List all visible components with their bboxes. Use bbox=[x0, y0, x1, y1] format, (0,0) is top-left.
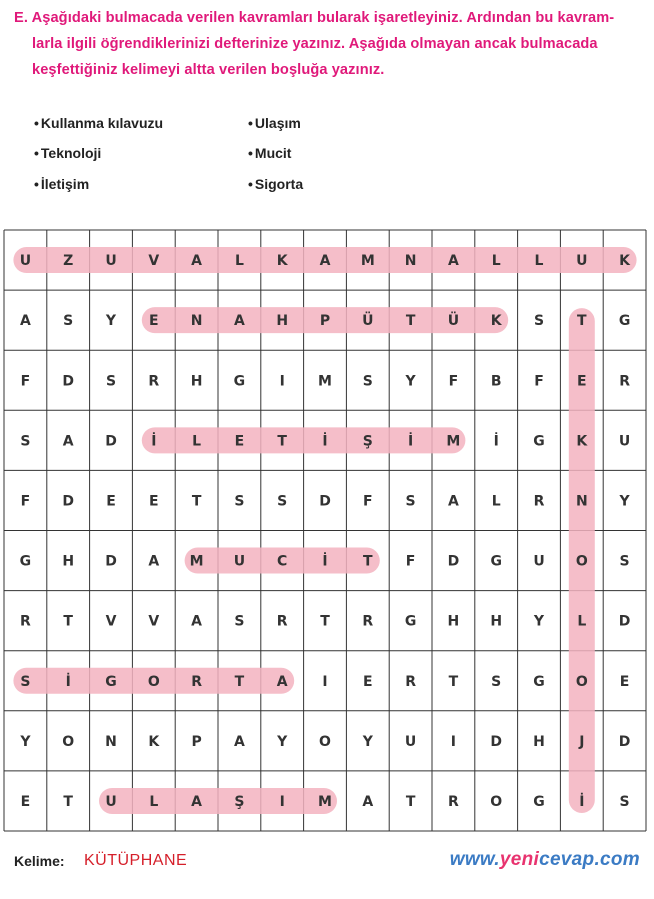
site-watermark bbox=[450, 849, 640, 871]
grid-letter: F bbox=[534, 373, 544, 390]
grid-letter: S bbox=[533, 313, 545, 330]
grid-letter: A bbox=[19, 313, 31, 330]
grid-letter: A bbox=[191, 613, 203, 630]
grid-letter: T bbox=[63, 613, 73, 630]
grid-letter: İ bbox=[407, 433, 414, 450]
grid-letter: R bbox=[533, 493, 545, 510]
instruction-line-1: E. Aşağıdaki bulmacada verilen kavramları bularak işaretleyiniz. Ardından bu kavram- bbox=[14, 10, 615, 26]
grid-letter: Ü bbox=[447, 313, 460, 330]
grid-letter: E bbox=[577, 373, 587, 390]
grid-letter: F bbox=[20, 373, 31, 390]
grid-letter: O bbox=[490, 793, 503, 810]
grid-letter: I bbox=[279, 373, 285, 390]
grid-letter: Y bbox=[105, 313, 117, 330]
grid-letter: G bbox=[618, 313, 631, 330]
grid-letter: S bbox=[234, 613, 245, 630]
grid-letter: F bbox=[20, 493, 31, 510]
grid-letter: İ bbox=[151, 433, 157, 450]
term-item: • Mucit bbox=[248, 145, 291, 161]
grid-letter: S bbox=[63, 313, 74, 330]
grid-letter: K bbox=[619, 253, 631, 270]
grid-letter: I bbox=[450, 733, 457, 750]
term-item: • Sigorta bbox=[248, 176, 303, 192]
grid-letter: A bbox=[62, 433, 74, 450]
grid-letter: S bbox=[20, 433, 31, 450]
grid-letter: T bbox=[363, 553, 373, 570]
grid-letter: G bbox=[404, 613, 417, 630]
grid-letter: H bbox=[447, 613, 460, 630]
grid-letter: İ bbox=[65, 673, 71, 690]
grid-letter: S bbox=[234, 493, 245, 510]
grid-letter: U bbox=[105, 253, 117, 270]
grid-letter: S bbox=[491, 673, 502, 690]
grid-letter: H bbox=[190, 373, 203, 390]
grid-letter: A bbox=[148, 553, 160, 570]
grid-letter: D bbox=[105, 553, 117, 570]
grid-letter: N bbox=[190, 313, 203, 330]
grid-letter: J bbox=[579, 733, 585, 750]
term-item: • Ulaşım bbox=[248, 115, 301, 131]
grid-letter: V bbox=[148, 253, 160, 270]
grid-letter: F bbox=[363, 493, 373, 510]
grid-letter: İ bbox=[493, 433, 499, 450]
grid-letter: S bbox=[362, 373, 373, 390]
grid-letter: T bbox=[405, 313, 416, 330]
grid-letter: S bbox=[619, 793, 630, 810]
grid-letter: D bbox=[490, 733, 503, 750]
grid-letter: U bbox=[404, 733, 417, 750]
grid-letter: T bbox=[577, 313, 587, 330]
grid-letter: I bbox=[279, 793, 285, 810]
watermark-part: .com bbox=[594, 849, 640, 870]
grid-letter: L bbox=[534, 253, 544, 270]
grid-letter: R bbox=[148, 373, 160, 390]
grid-letter: Y bbox=[277, 733, 288, 750]
grid-letter: A bbox=[362, 793, 374, 810]
grid-letter: O bbox=[575, 553, 588, 570]
grid-letter: R bbox=[20, 613, 31, 630]
grid-letter: F bbox=[448, 373, 459, 390]
watermark-part: cevap bbox=[539, 849, 595, 870]
grid-letter: T bbox=[448, 673, 459, 690]
grid-letter: E bbox=[149, 313, 159, 330]
grid-letter: Y bbox=[619, 493, 630, 510]
grid-letter: U bbox=[19, 253, 32, 270]
grid-letter: O bbox=[62, 733, 75, 750]
grid-letter: L bbox=[491, 493, 501, 510]
grid-letter: Ş bbox=[234, 793, 245, 810]
grid-letter: U bbox=[533, 553, 545, 570]
grid-letter: H bbox=[533, 733, 545, 750]
grid-letter: R bbox=[362, 613, 374, 630]
grid-letter: R bbox=[405, 673, 416, 690]
word-highlight bbox=[142, 427, 466, 453]
grid-letter: D bbox=[618, 613, 631, 630]
grid-letter: Y bbox=[405, 373, 416, 390]
grid-letter: U bbox=[105, 793, 117, 810]
grid-letter: T bbox=[234, 673, 245, 690]
grid-letter: E bbox=[106, 493, 116, 510]
grid-letter: N bbox=[404, 253, 417, 270]
grid-letter: Ş bbox=[362, 433, 373, 450]
grid-letter: K bbox=[148, 733, 160, 750]
instruction-line-3: keşfettiğiniz kelimeyi altta verilen boşluğa yazınız. bbox=[32, 62, 385, 78]
grid-letter: K bbox=[276, 253, 288, 270]
grid-letter: E bbox=[20, 793, 31, 810]
answer-label: Kelime: bbox=[14, 853, 65, 869]
grid-letter: M bbox=[318, 793, 332, 810]
grid-letter: G bbox=[533, 793, 545, 810]
grid-letter: N bbox=[105, 733, 117, 750]
grid-letter: T bbox=[191, 493, 202, 510]
grid-letter: İ bbox=[322, 553, 328, 570]
grid-letter: M bbox=[446, 433, 461, 450]
grid-letter: S bbox=[405, 493, 416, 510]
word-highlight bbox=[99, 788, 337, 814]
grid-letter: G bbox=[533, 433, 545, 450]
grid-letter: K bbox=[490, 313, 502, 330]
grid-letter: E bbox=[619, 673, 630, 690]
grid-letter: G bbox=[105, 673, 117, 690]
grid-letter: B bbox=[490, 373, 502, 390]
grid-letter: H bbox=[62, 553, 75, 570]
term-item: • Kullanma kılavuzu bbox=[34, 115, 163, 131]
watermark-part: www. bbox=[449, 849, 500, 870]
grid-letter: D bbox=[447, 553, 460, 570]
grid-letter: U bbox=[618, 433, 631, 450]
grid-letter: U bbox=[233, 553, 246, 570]
grid-letters bbox=[19, 253, 631, 810]
grid-letter: Y bbox=[20, 733, 31, 750]
term-item: • İletişim bbox=[34, 176, 89, 192]
grid-letter: Y bbox=[362, 733, 373, 750]
grid-letter: I bbox=[322, 673, 328, 690]
grid-letter: M bbox=[318, 373, 332, 390]
grid-letter: Z bbox=[63, 253, 74, 270]
watermark-part: yeni bbox=[499, 849, 540, 870]
grid-letter: A bbox=[191, 793, 203, 810]
grid-letter: G bbox=[533, 673, 545, 690]
grid-letter: P bbox=[319, 313, 331, 330]
grid-letter: S bbox=[277, 493, 288, 510]
grid-letter: G bbox=[19, 553, 32, 570]
grid-letter: A bbox=[276, 673, 288, 690]
grid-letter: A bbox=[447, 253, 459, 270]
grid-letter: T bbox=[277, 433, 287, 450]
grid-letter: M bbox=[189, 553, 204, 570]
grid-letter: L bbox=[577, 613, 587, 630]
answer-value: KÜTÜPHANE bbox=[84, 852, 188, 869]
grid-letter: A bbox=[233, 313, 245, 330]
grid-letter: U bbox=[576, 253, 588, 270]
grid-letter: Ü bbox=[362, 313, 374, 330]
grid-letter: P bbox=[191, 733, 202, 750]
grid-letter: H bbox=[276, 313, 289, 330]
grid-letter: G bbox=[233, 373, 246, 390]
grid-letter: N bbox=[575, 493, 588, 510]
grid-letter: İ bbox=[322, 433, 328, 450]
grid-letter: D bbox=[105, 433, 117, 450]
grid-letter: D bbox=[319, 493, 331, 510]
grid-letter: A bbox=[191, 253, 203, 270]
grid-letter: K bbox=[576, 433, 588, 450]
grid-letter: T bbox=[63, 793, 73, 810]
grid-letter: H bbox=[490, 613, 503, 630]
grid-letter: O bbox=[575, 673, 588, 690]
grid-letter: F bbox=[405, 553, 416, 570]
grid-letter: S bbox=[105, 373, 117, 390]
grid-letter: S bbox=[20, 673, 31, 690]
term-item: • Teknoloji bbox=[34, 145, 101, 161]
grid-letter: C bbox=[277, 553, 288, 570]
grid-letter: T bbox=[320, 613, 330, 630]
grid-letter: D bbox=[62, 493, 75, 510]
grid-letter: T bbox=[405, 793, 416, 810]
grid-letter: G bbox=[490, 553, 502, 570]
grid-letter: E bbox=[149, 493, 159, 510]
grid-letter: E bbox=[363, 673, 373, 690]
grid-letter: L bbox=[149, 793, 159, 810]
grid-letter: O bbox=[147, 673, 160, 690]
grid-letter: S bbox=[619, 553, 630, 570]
grid-letter: Y bbox=[533, 613, 545, 630]
grid-letter: V bbox=[105, 613, 117, 630]
grid-letter: E bbox=[234, 433, 245, 450]
grid-letter: İ bbox=[579, 793, 585, 810]
grid-letter: A bbox=[447, 493, 459, 510]
grid-letter: L bbox=[491, 253, 501, 270]
instruction-line-2: larla ilgili öğrendiklerinizi defterinize yazınız. Aşağıda olmayan ancak bulmacada bbox=[32, 36, 598, 52]
grid-letter: D bbox=[62, 373, 75, 390]
grid-letter: L bbox=[234, 253, 244, 270]
grid-letter: R bbox=[448, 793, 459, 810]
grid-letter: M bbox=[360, 253, 375, 270]
grid-letter: A bbox=[233, 733, 245, 750]
grid-letter: R bbox=[276, 613, 288, 630]
grid-letter: D bbox=[618, 733, 631, 750]
grid-letter: O bbox=[319, 733, 331, 750]
grid-letter: R bbox=[191, 673, 202, 690]
grid-letter: V bbox=[148, 613, 160, 630]
grid-letter: L bbox=[192, 433, 202, 450]
grid-letter: A bbox=[319, 253, 331, 270]
grid-letter: R bbox=[619, 373, 630, 390]
